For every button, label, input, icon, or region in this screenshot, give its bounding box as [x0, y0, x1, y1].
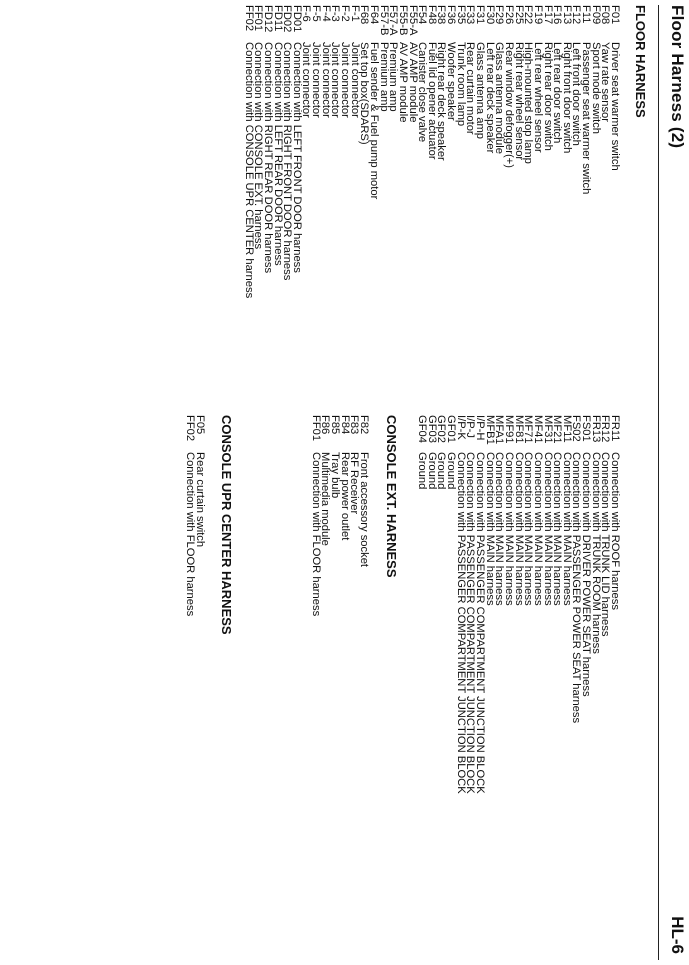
connector-code: FS01 [580, 415, 593, 442]
page-title: Floor Harness (2) [668, 5, 687, 149]
connector-code: FF02 [242, 5, 255, 32]
connector-code: F-4 [319, 5, 332, 22]
connector-code: F55-A [406, 5, 419, 36]
connector-code: F38 [435, 5, 448, 25]
connector-description: Connection with CONSOLE UPR CENTER harness [242, 42, 255, 299]
connector-description: Tray bulb [329, 452, 342, 499]
connector-code: F-6 [300, 5, 313, 22]
connector-code: F09 [589, 5, 602, 25]
connector-code: F48 [425, 5, 438, 25]
connector-code: FF01 [309, 415, 322, 442]
connector-code: F68 [358, 5, 371, 25]
connector-code: MF81 [512, 415, 525, 444]
connector-description: Fuel lid opener actuator [425, 42, 438, 160]
connector-code: MF91 [502, 415, 515, 444]
connector-description: Connection with PASSENGER COMPARTMENT JUNCTION BLOCK [454, 452, 467, 794]
connector-code: F64 [367, 5, 380, 25]
connector-code: F85 [329, 415, 342, 435]
connector-code: F26 [502, 5, 515, 25]
connector-description: Ground [445, 452, 458, 490]
connector-code: F83 [348, 415, 361, 435]
connector-code: MF21 [551, 415, 564, 444]
connector-description: Joint connector [310, 42, 323, 118]
connector-code: F11 [580, 5, 593, 24]
connector-code: GF03 [425, 415, 438, 443]
connector-description: Rear power outlet [338, 452, 351, 541]
connector-description: Right rear door switch [541, 42, 554, 151]
connector-code: FF02 [184, 415, 197, 442]
connector-code: F-3 [329, 5, 342, 22]
floor-harness-title: FLOOR HARNESS [633, 5, 648, 118]
connector-code: FD11 [271, 5, 284, 32]
connector-description: Connection with ROOF harness [609, 452, 621, 610]
connector-description: Connection with DRIVER POWER SEAT harness [580, 452, 593, 697]
connector-code: F19 [531, 5, 544, 25]
connector-code: F33 [464, 5, 477, 25]
connector-description: Connection with MAIN harness [560, 452, 573, 606]
connector-description: Connection with FLOOR harness [184, 452, 197, 617]
connector-description: Right rear deck speaker [435, 42, 448, 161]
connector-code: MF31 [541, 415, 554, 444]
right-column [0, 415, 689, 960]
connector-code: F01 [609, 5, 621, 25]
connector-code: I/P-J [464, 415, 477, 438]
connector-code: GF04 [416, 415, 429, 443]
connector-description: Joint connector [348, 42, 361, 118]
connector-code: F12 [570, 5, 583, 25]
connector-description: Connection with PASSENGER POWER SEAT harness [570, 452, 583, 724]
connector-description: Ground [435, 452, 448, 490]
connector-code: F22 [522, 5, 535, 25]
connector-code: F57-A [387, 5, 400, 36]
connector-description: Connection with FLOOR harness [309, 452, 322, 617]
console-upr-center-harness-title: CONSOLE UPR CENTER HARNESS [219, 415, 234, 635]
connector-code: F86 [319, 415, 332, 435]
connector-code: MF71 [522, 415, 535, 444]
connector-description: Connection with RIGHT FRONT DOOR harness [281, 42, 294, 281]
connector-code: F55-B [396, 5, 409, 36]
connector-description: High-mounted stop lamp [522, 42, 535, 164]
left-column [0, 5, 689, 445]
connector-description: Connection with MAIN harness [483, 452, 496, 606]
connector-description: Connection with PASSENGER COMPARTMENT JUNCTION BLOCK [464, 452, 477, 794]
connector-code: FR11 [609, 415, 621, 442]
connector-description: Multimedia module [319, 452, 332, 546]
connector-description: Connection with PASSENGER COMPARTMENT JUNCTION BLOCK [474, 452, 487, 794]
connector-code: MFA1 [493, 415, 506, 445]
connector-description: Rear curtain motor [464, 42, 477, 135]
connector-code: FR12 [599, 415, 612, 443]
connector-code: F05 [194, 415, 206, 435]
connector-code: F57-B [377, 5, 390, 36]
connector-code: F-5 [310, 5, 323, 22]
console-ext-harness-title: CONSOLE EXT. HARNESS [384, 415, 399, 578]
connector-description: Joint connector [329, 42, 342, 118]
connector-description: Premium amp [387, 42, 400, 112]
connector-description: Connection with MAIN harness [522, 452, 535, 606]
connector-code: F17 [541, 5, 554, 25]
connector-description: Rear window defogger(+) [502, 42, 515, 168]
connector-code: F30 [483, 5, 496, 25]
connector-description: Connection with TRUNK LID harness [599, 452, 612, 637]
connector-description: Trunk room lamp [454, 42, 467, 127]
connector-code: I/P-H [474, 415, 487, 441]
connector-code: F29 [493, 5, 506, 25]
connector-code: FD01 [290, 5, 303, 33]
connector-code: F54 [416, 5, 429, 25]
connector-description: Joint connector [339, 42, 352, 118]
connector-description: Right rear wheel sensor [512, 42, 525, 161]
connector-description: Left rear door switch [551, 42, 564, 144]
connector-description: Joint connector [319, 42, 332, 118]
connector-description: AV AMP module [396, 42, 409, 123]
connector-description: Connection with CONSOLE EXT. harness [252, 42, 265, 250]
connector-code: F31 [474, 5, 487, 25]
connector-description: Left rear wheel sensor [531, 42, 544, 153]
connector-description: Left front door switch [570, 42, 583, 146]
connector-description: Premium amp [377, 42, 390, 112]
connector-description: Driver seat warmer switch [609, 42, 621, 171]
connector-description: Connection with MAIN harness [493, 452, 506, 606]
connector-description: Joint connector [300, 42, 313, 118]
connector-code: FS02 [570, 415, 583, 442]
connector-code: FD12 [261, 5, 274, 33]
connector-description: Sport mode switch [589, 42, 602, 135]
connector-code: F25 [512, 5, 525, 25]
connector-description: Connection with MAIN harness [551, 452, 564, 606]
connector-code: MF11 [560, 415, 573, 443]
connector-code: GF02 [435, 415, 448, 443]
connector-code: F-2 [339, 5, 352, 22]
connector-description: Woofer speaker [445, 42, 458, 121]
connector-code: I/P-K [454, 415, 467, 440]
connector-description: Fuel sender & Fuel pump motor [367, 42, 380, 200]
connector-description: Left rear deck speaker [483, 42, 496, 154]
connector-description: Ground [425, 452, 438, 490]
connector-description: Glass antenna module [493, 42, 506, 154]
connector-description: RF Receiver [348, 452, 361, 515]
connector-description: Connection with LEFT REAR DOOR harness [271, 42, 284, 266]
connector-code: MF41 [531, 415, 544, 444]
connector-code: F82 [358, 415, 370, 435]
connector-description: AV AMP module [406, 42, 419, 123]
connector-description: Front accessory socket [358, 452, 370, 568]
connector-description: Passenger seat warmer switch [580, 42, 593, 195]
connector-description: Canister close valve [416, 42, 429, 143]
connector-description: Set top box(SDARS) [358, 42, 371, 145]
connector-code: F84 [338, 415, 351, 435]
connector-code: F08 [599, 5, 612, 25]
connector-description: Connection with TRUNK ROOM harness [589, 452, 602, 654]
connector-code: MFB1 [483, 415, 496, 445]
connector-code: F-1 [348, 5, 361, 22]
connector-description: Connection with MAIN harness [502, 452, 515, 606]
connector-description: Glass antenna amp [474, 42, 487, 140]
connector-code: F16 [551, 5, 564, 25]
page-number: HL-6 [668, 916, 687, 954]
connector-description: Connection with MAIN harness [512, 452, 525, 606]
connector-description: Rear curtain switch [194, 452, 206, 548]
connector-description: Connection with MAIN harness [541, 452, 554, 606]
connector-code: F36 [445, 5, 458, 25]
connector-code: FD02 [281, 5, 294, 33]
connector-code: FF01 [252, 5, 265, 32]
connector-description: Right front door switch [560, 42, 573, 154]
connector-description: Connection with RIGHT REAR DOOR harness [261, 42, 274, 274]
connector-description: Connection with LEFT FRONT DOOR harness [290, 42, 303, 273]
connector-description: Ground [416, 452, 429, 490]
connector-description: Yaw rate sensor [599, 42, 612, 123]
connector-code: FR13 [589, 415, 602, 443]
connector-description: Connection with MAIN harness [531, 452, 544, 606]
connector-code: F35 [454, 5, 467, 25]
connector-code: GF01 [445, 415, 458, 443]
connector-code: F13 [560, 5, 573, 25]
